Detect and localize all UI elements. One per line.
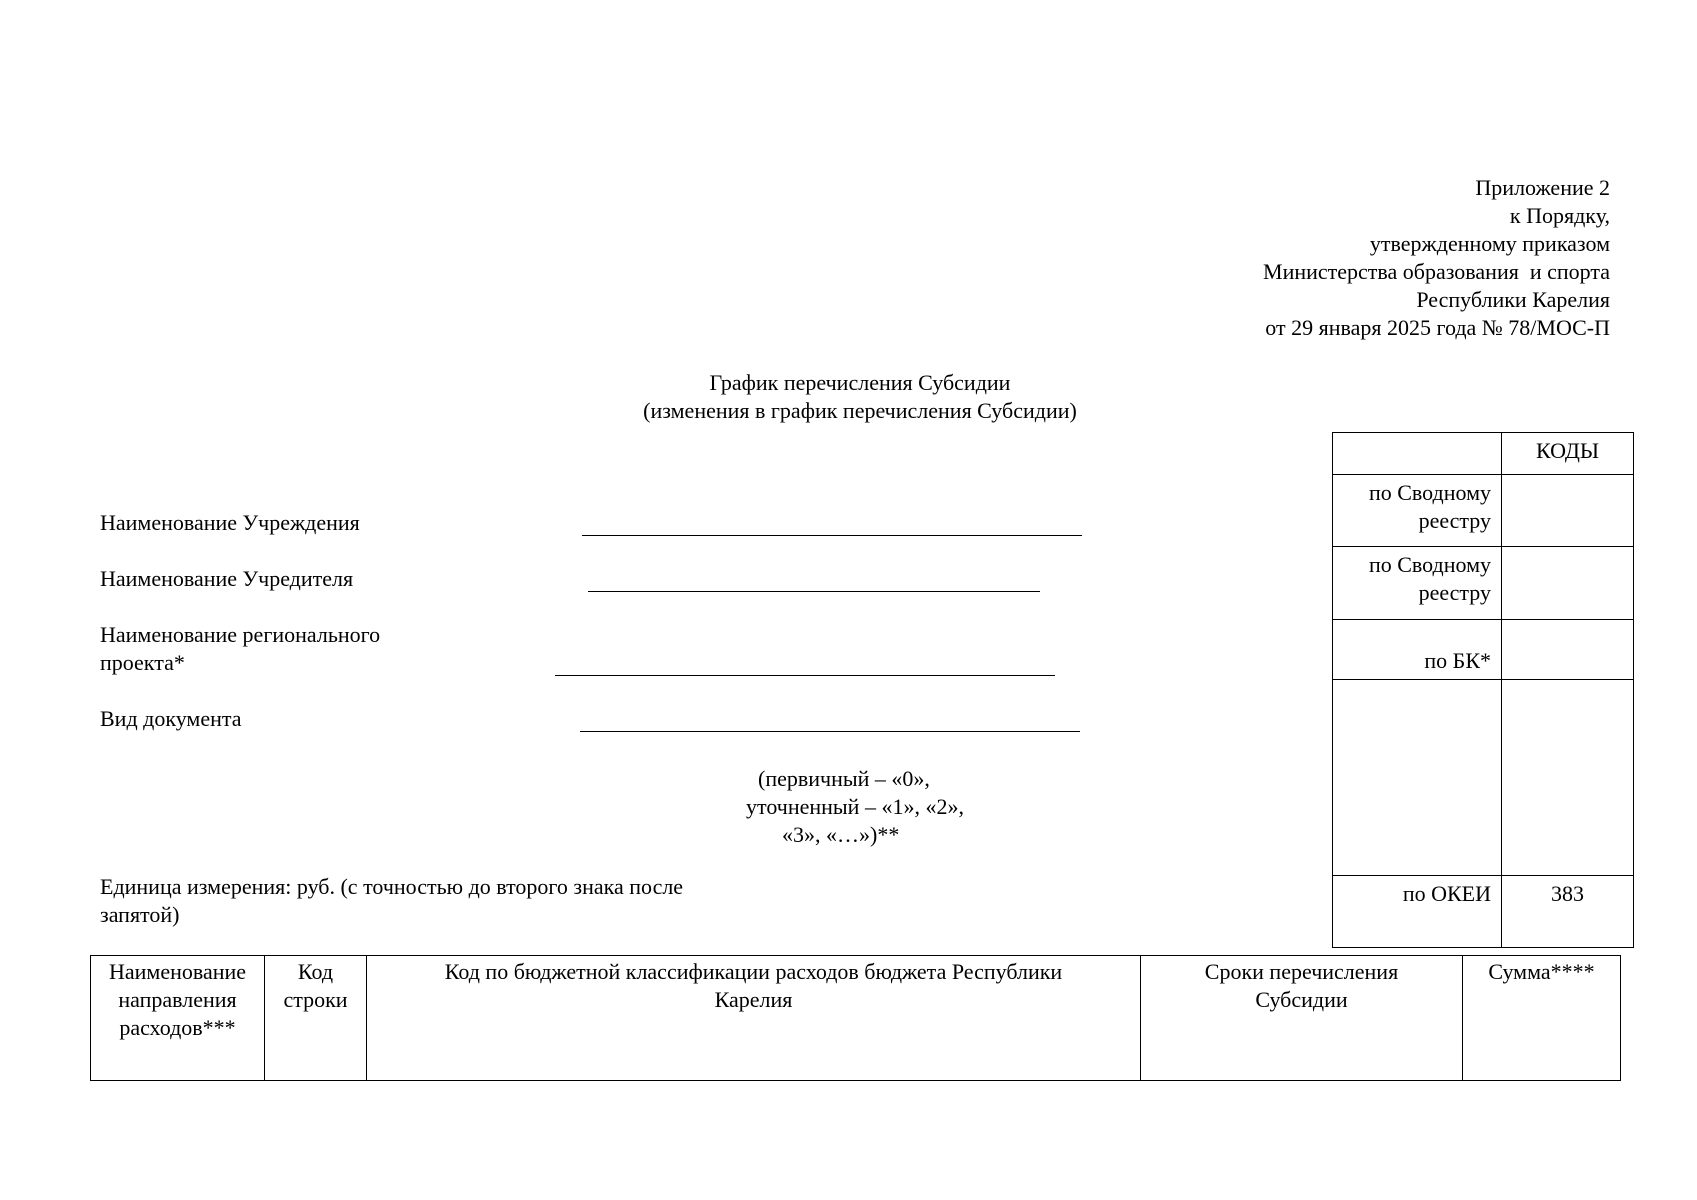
- column-header: [1141, 956, 1463, 1081]
- column-header-line: Код: [297, 959, 334, 984]
- institution-label: Наименование Учреждения: [100, 510, 360, 535]
- column-header-line: Карелия: [714, 987, 793, 1012]
- codes-table: [1332, 432, 1634, 948]
- header-line: утвержденному приказом: [1369, 231, 1610, 256]
- founder-field[interactable]: [588, 591, 1040, 592]
- column-header: [367, 956, 1141, 1081]
- column-header: [265, 956, 367, 1081]
- project-label-line-1: Наименование регионального: [100, 622, 381, 647]
- codes-label-line: по Сводному: [1368, 552, 1491, 577]
- founder-label: Наименование Учредителя: [100, 566, 354, 591]
- main-table: [90, 955, 1621, 1081]
- header-line: Министерства образования и спорта: [1263, 259, 1610, 284]
- doc-hint-line-3: «3», «…»)**: [782, 822, 900, 847]
- codes-row-value[interactable]: [1502, 620, 1634, 680]
- codes-row-value[interactable]: [1502, 680, 1634, 876]
- codes-row-label: по ОКЕИ: [1333, 876, 1502, 948]
- unit-line-2: запятой): [100, 902, 180, 927]
- codes-label-line: по БК*: [1424, 648, 1491, 673]
- column-header-line: Субсидии: [1255, 987, 1348, 1012]
- codes-label-line: по Сводному: [1368, 480, 1491, 505]
- codes-header-empty: [1333, 433, 1502, 475]
- institution-field[interactable]: [582, 535, 1082, 536]
- codes-row-value[interactable]: [1502, 475, 1634, 547]
- codes-header: КОДЫ: [1502, 433, 1634, 475]
- doc-type-label: Вид документа: [100, 706, 242, 731]
- column-header-line: Сумма****: [1488, 959, 1595, 984]
- appendix-header: [1263, 174, 1610, 342]
- codes-row-value[interactable]: 383: [1502, 876, 1634, 948]
- column-header-line: расходов***: [119, 1015, 236, 1040]
- header-line: к Порядку,: [1509, 203, 1610, 228]
- codes-row-label: [1333, 680, 1502, 876]
- title-line-2: (изменения в график перечисления Субсидии): [643, 398, 1077, 423]
- column-header-line: направления: [118, 987, 237, 1012]
- column-header-line: Сроки перечисления: [1204, 959, 1399, 984]
- unit-line-1: Единица измерения: руб. (с точностью до второго знака после: [100, 874, 684, 899]
- column-header-line: Код по бюджетной классификации расходов бюджета Республики: [444, 959, 1063, 984]
- header-line: от 29 января 2025 года № 78/МОС-П: [1265, 315, 1610, 340]
- column-header: [1463, 956, 1621, 1081]
- doc-hint-line-2: уточненный – «1», «2»,: [746, 794, 964, 819]
- project-label-line-2: проекта*: [100, 650, 185, 675]
- header-line: Приложение 2: [1475, 175, 1610, 200]
- column-header-line: строки: [283, 987, 348, 1012]
- unit-of-measure: [100, 873, 800, 929]
- document-title: [560, 369, 1160, 425]
- codes-label-line: реестру: [1418, 508, 1491, 533]
- codes-row-label: [1333, 620, 1502, 680]
- project-label: [100, 621, 380, 677]
- title-line-1: График перечисления Субсидии: [709, 370, 1011, 395]
- doc-hint-line-1: (первичный – «0»,: [758, 766, 930, 791]
- column-header: [91, 956, 265, 1081]
- doc-type-field[interactable]: [580, 731, 1080, 732]
- main-table-header-row: [91, 956, 1621, 1081]
- header-line: Республики Карелия: [1416, 287, 1610, 312]
- codes-row-value[interactable]: [1502, 547, 1634, 620]
- project-field[interactable]: [555, 675, 1055, 676]
- codes-row-label: [1333, 475, 1502, 547]
- column-header-line: Наименование: [108, 959, 247, 984]
- codes-row-label: [1333, 547, 1502, 620]
- codes-label-line: реестру: [1418, 580, 1491, 605]
